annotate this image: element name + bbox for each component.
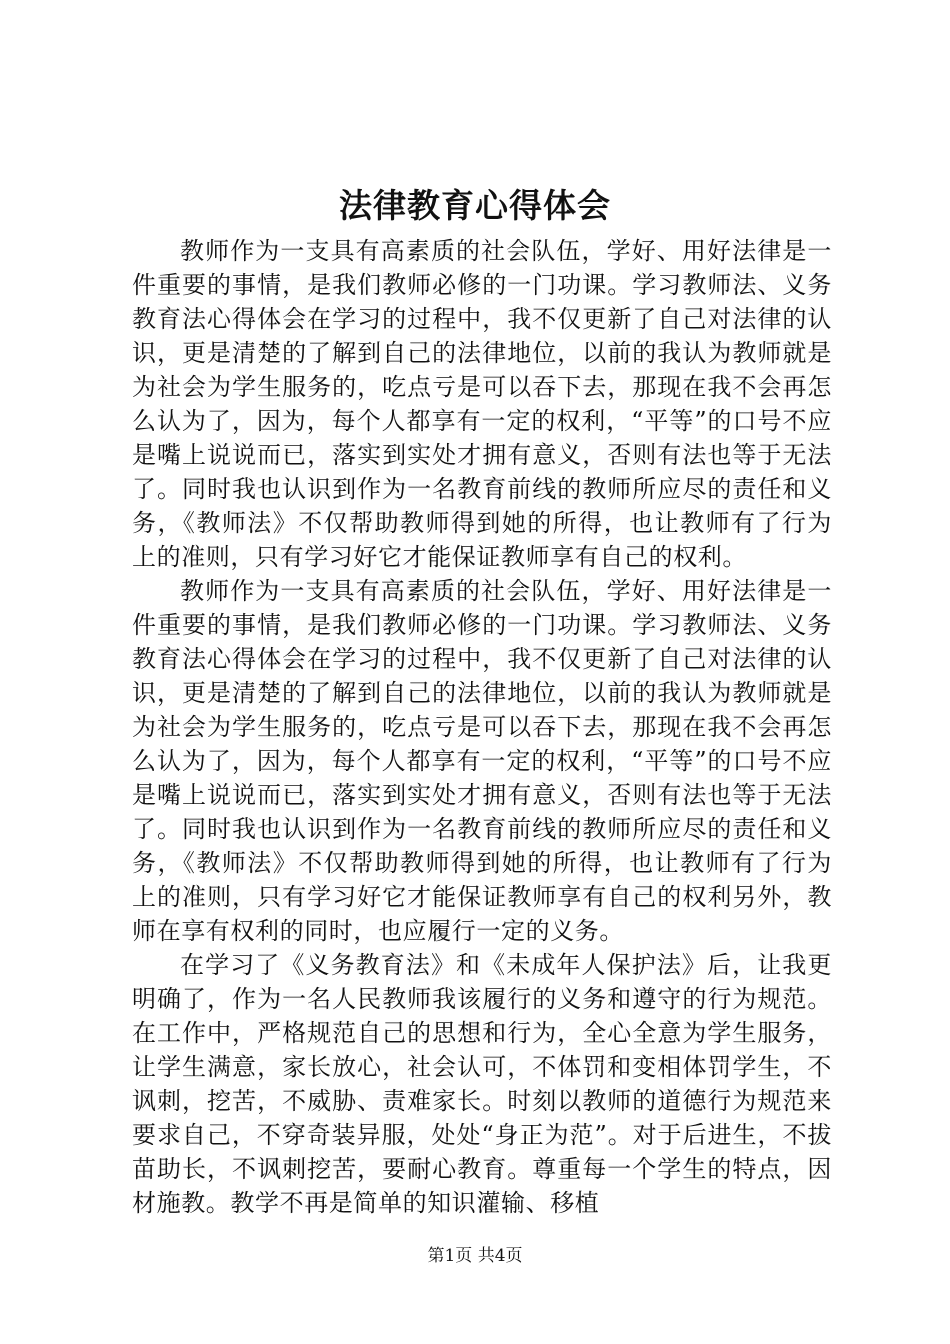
paragraph-3: 在学习了《义务教育法》和《未成年人保护法》后，让我更明确了，作为一名人民教师我该履行的义务和遵守的行为规范。在工作中，严格规范自己的思想和行为，全心全意为学生服务，让学生满意，家长放心，社会认可，不体罚和变相体罚学生，不讽刺，挖苦，不威胁、责难家长。时刻以教师的道德行为规范来要求自己，不穿奇装异服，处处“身正为范”。对于后进生，不拔苗助长，不讽刺挖苦，要耐心教育。尊重每一个学生的特点，因材施教。教学不再是简单的知识灌输、移植: [132, 951, 832, 1217]
document-title: 法律教育心得体会: [339, 186, 611, 225]
paragraph-2: 教师作为一支具有高素质的社会队伍，学好、用好法律是一件重要的事情，是我们教师必修的一门功课。学习教师法、义务教育法心得体会在学习的过程中，我不仅更新了自己对法律的认识，更是清楚的了解到自己的法律地位，以前的我认为教师就是为社会为学生服务的，吃点亏是可以吞下去，那现在我不会再怎么认为了，因为，每个人都享有一定的权利，“平等”的口号不应是嘴上说说而已，落实到实处才拥有意义，否则有法也等于无法了。同时我也认识到作为一名教育前线的教师所应尽的责任和义务，《教师法》不仅帮助教师得到她的所得，也让教师有了行为上的准则，只有学习好它才能保证教师享有自己的权利另外，教师在享有权利的同时，也应履行一定的义务。: [132, 577, 832, 945]
document-body: [132, 234, 832, 1220]
paragraph-1: 教师作为一支具有高素质的社会队伍，学好、用好法律是一件重要的事情，是我们教师必修的一门功课。学习教师法、义务教育法心得体会在学习的过程中，我不仅更新了自己对法律的认识，更是清楚的了解到自己的法律地位，以前的我认为教师就是为社会为学生服务的，吃点亏是可以吞下去，那现在我不会再怎么认为了，因为，每个人都享有一定的权利，“平等”的口号不应是嘴上说说而已，落实到实处才拥有意义，否则有法也等于无法了。同时我也认识到作为一名教育前线的教师所应尽的责任和义务，《教师法》不仅帮助教师得到她的所得，也让教师有了行为上的准则，只有学习好它才能保证教师享有自己的权利。: [132, 237, 832, 571]
page-footer: 第1页 共4页: [427, 1246, 523, 1266]
